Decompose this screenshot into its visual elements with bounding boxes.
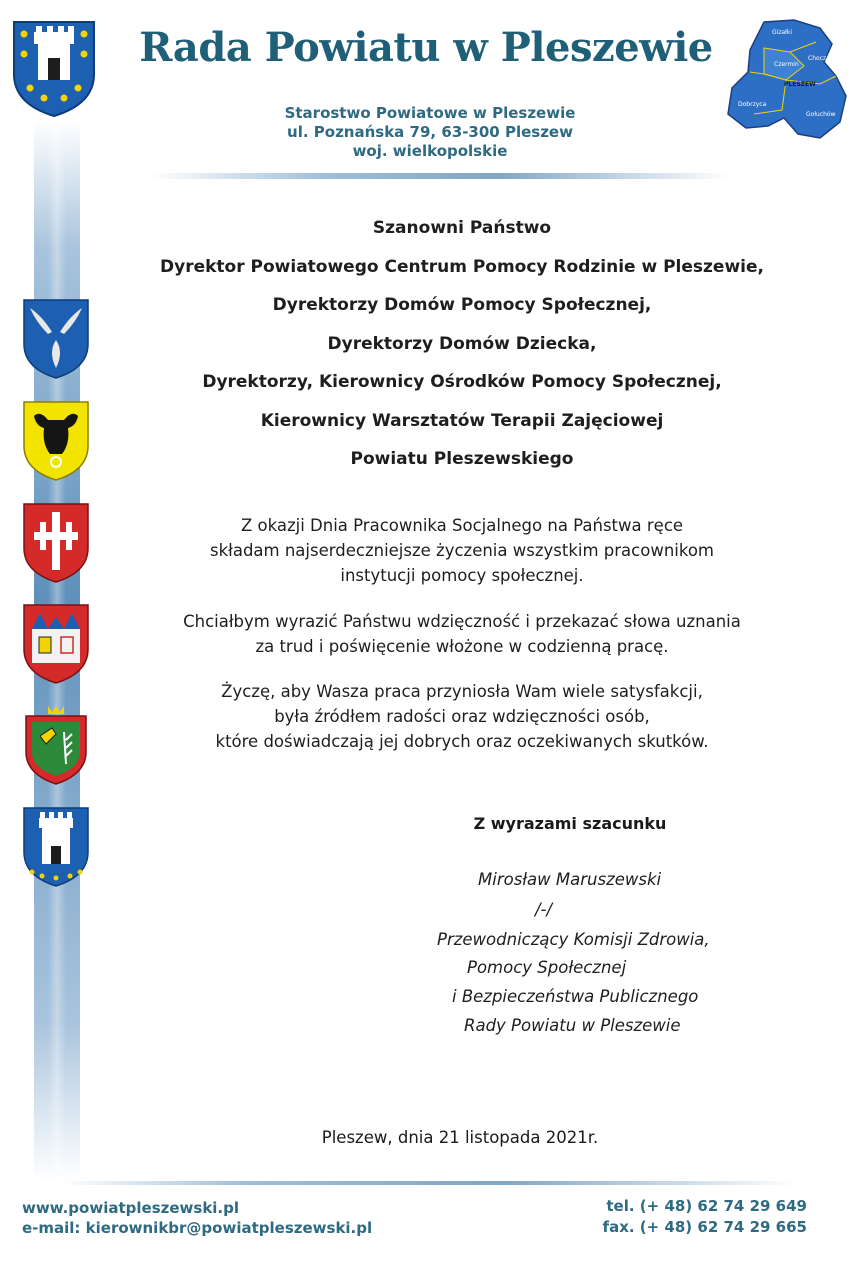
addressees-block bbox=[100, 214, 824, 484]
addressee-line: Dyrektorzy, Kierownicy Ośrodków Pomocy Społecznej, bbox=[202, 372, 722, 392]
map-label-czermin: Czermin bbox=[774, 61, 799, 68]
map-label-chocz: Chocz bbox=[808, 55, 827, 62]
paragraph-line: była źródłem radości oraz wdzięczności osób, bbox=[274, 707, 650, 726]
signatory-role: Przewodniczący Komisji Zdrowia, bbox=[437, 930, 710, 949]
header-address bbox=[240, 104, 620, 161]
bison-coat-of-arms-icon bbox=[22, 400, 90, 482]
signatory-role: Rady Powiatu w Pleszewie bbox=[464, 1016, 681, 1035]
paragraph-line: Życzę, aby Wasza praca przyniosła Wam wiele satysfakcji, bbox=[221, 682, 703, 701]
paragraph-greetings bbox=[100, 513, 824, 588]
addressee-line: Dyrektor Powiatowego Centrum Pomocy Rodzinie w Pleszewie, bbox=[160, 256, 764, 277]
cross-coat-of-arms-icon bbox=[22, 502, 90, 584]
fax-number: fax. (+ 48) 62 74 29 665 bbox=[602, 1218, 807, 1236]
fish-coat-of-arms-icon bbox=[22, 298, 90, 380]
addressee-line: Dyrektorzy Domów Pomocy Społecznej, bbox=[272, 295, 652, 315]
map-label-goluchow: Gołuchów bbox=[806, 111, 836, 118]
map-label-pleszew: PLESZEW bbox=[784, 81, 816, 88]
paragraph-wishes bbox=[100, 679, 824, 754]
footer-divider bbox=[60, 1181, 800, 1185]
addressee-line: Kierownicy Warsztatów Terapii Zajęciowej bbox=[260, 410, 664, 431]
page-title: Rada Powiatu w Pleszewie bbox=[139, 24, 713, 71]
address-region: woj. wielkopolskie bbox=[352, 142, 508, 160]
paragraph-line: Z okazji Dnia Pracownika Socjalnego na Państwa ręce bbox=[240, 516, 684, 535]
county-map-icon bbox=[724, 18, 848, 140]
letter-date: Pleszew, dnia 21 listopada 2021r. bbox=[321, 1128, 599, 1147]
email-link[interactable]: e-mail: kierownikbr@powiatpleszewski.pl bbox=[22, 1219, 373, 1237]
website-link[interactable]: www.powiatpleszewski.pl bbox=[22, 1199, 240, 1217]
signatory-role: Pomocy Społecznej bbox=[467, 958, 627, 977]
map-label-dobrzyca: Dobrzyca bbox=[738, 101, 767, 108]
closing-regards: Z wyrazami szacunku bbox=[473, 814, 667, 833]
signatory-name: Mirosław Maruszewski bbox=[478, 870, 662, 889]
address-street: ul. Poznańska 79, 63-300 Pleszew bbox=[287, 123, 573, 141]
address-office: Starostwo Powiatowe w Pleszewie bbox=[284, 104, 576, 122]
paragraph-line: za trud i poświęcenie włożone w codzienną pracę. bbox=[255, 637, 669, 656]
header-divider bbox=[150, 173, 730, 179]
map-label-gizalki: Gizałki bbox=[772, 29, 792, 36]
addressee-line: Dyrektorzy Domów Dziecka, bbox=[327, 333, 597, 354]
footer-contact-phone bbox=[603, 1196, 807, 1238]
footer-contact-web bbox=[22, 1198, 372, 1238]
salutation: Szanowni Państwo bbox=[372, 218, 552, 238]
paragraph-gratitude bbox=[100, 609, 824, 659]
signature-mark: /-/ bbox=[535, 900, 553, 919]
phone-number: tel. (+ 48) 62 74 29 649 bbox=[606, 1197, 807, 1215]
crowned-green-coat-of-arms-icon bbox=[22, 704, 90, 786]
county-coat-of-arms-icon bbox=[10, 18, 98, 118]
paragraph-line: instytucji pomocy społecznej. bbox=[340, 566, 584, 585]
towers-coat-of-arms-icon bbox=[22, 603, 90, 685]
paragraph-line: składam najserdeczniejsze życzenia wszystkim pracownikom bbox=[210, 541, 714, 560]
addressee-line: Powiatu Pleszewskiego bbox=[350, 449, 574, 469]
tower-coat-of-arms-icon bbox=[22, 806, 90, 888]
paragraph-line: które doświadczają jej dobrych oraz oczekiwanych skutków. bbox=[215, 732, 709, 751]
paragraph-line: Chciałbym wyrazić Państwu wdzięczność i przekazać słowa uznania bbox=[183, 612, 741, 631]
signatory-role: i Bezpieczeństwa Publicznego bbox=[452, 987, 699, 1006]
